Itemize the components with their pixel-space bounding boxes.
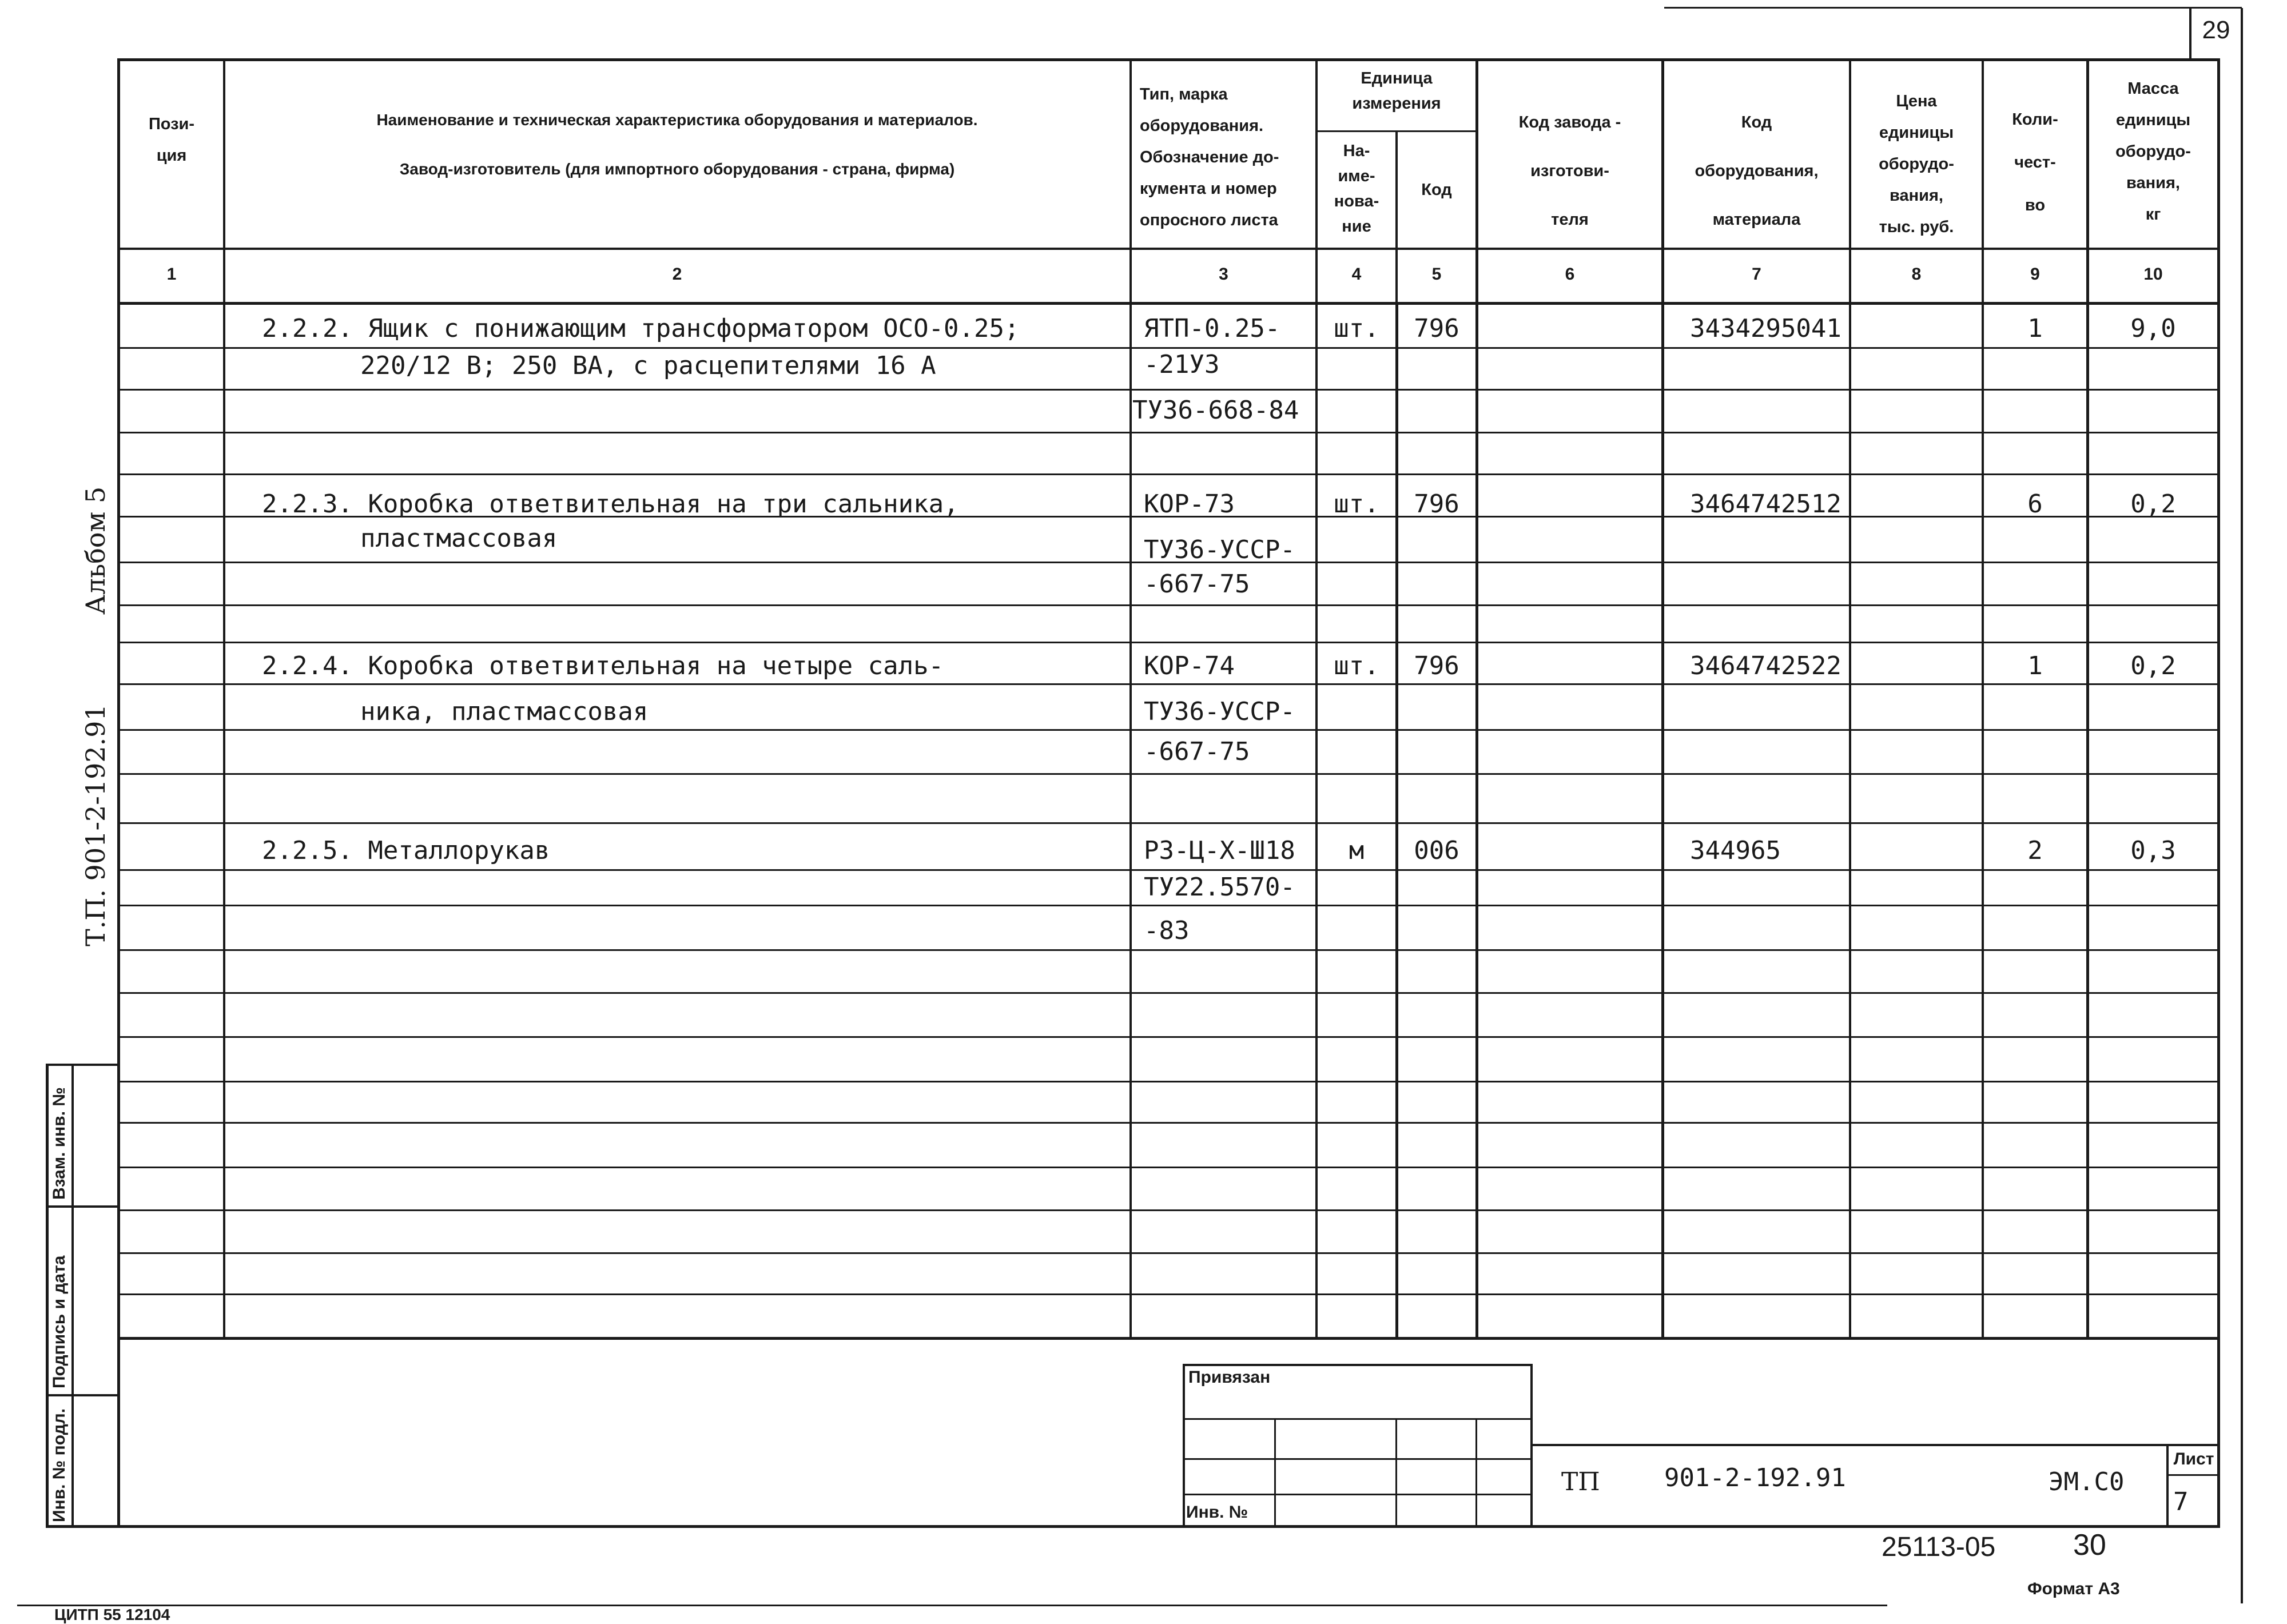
hdr-type: Тип, марка оборудования. Обозначение до- кумента и номер опросного листа bbox=[1140, 85, 1279, 229]
list-item: 3464742512 bbox=[1690, 489, 1841, 519]
table-row: 2.2.4. Коробка ответвительная на четыре саль- bbox=[262, 651, 944, 680]
colnum-10: 10 bbox=[2143, 265, 2163, 284]
table-row: 2.2.2. Ящик с понижающим трансформатором ОСО-0.25; bbox=[262, 314, 1020, 343]
col-sep-5 bbox=[1475, 58, 1478, 1339]
stamp-sign-date: Подпись и дата bbox=[50, 1255, 69, 1388]
list-item: ТУ36-УССР- bbox=[1144, 697, 1295, 726]
list-item: 344965 bbox=[1690, 836, 1781, 865]
colnum-5: 5 bbox=[1431, 265, 1442, 284]
list-item: -21У3 bbox=[1144, 350, 1220, 379]
list-item: -83 bbox=[1144, 916, 1190, 945]
col-sep-5a bbox=[1395, 303, 1398, 1339]
page-number: 29 bbox=[2202, 16, 2230, 44]
bottom-rule bbox=[17, 1605, 1887, 1606]
hdr-position: Пози- ция bbox=[148, 115, 195, 165]
list-item: 0,2 bbox=[2130, 651, 2176, 680]
frame-bottom bbox=[46, 1525, 2220, 1528]
col-sep-9 bbox=[2086, 58, 2089, 1339]
row-line bbox=[118, 604, 2220, 606]
row-line bbox=[118, 1293, 2220, 1295]
colnum-7: 7 bbox=[1752, 265, 1761, 284]
page-box-right bbox=[2241, 8, 2243, 1603]
col-sep-3 bbox=[1315, 58, 1318, 1339]
hdr-unit-code: Код bbox=[1421, 181, 1452, 199]
list-number: 7 bbox=[2173, 1487, 2189, 1516]
frame-top bbox=[118, 58, 2220, 61]
row-line bbox=[118, 1081, 2220, 1082]
col-sep-6 bbox=[1661, 58, 1664, 1339]
privyazan-label: Привязан bbox=[1188, 1368, 1271, 1387]
row-line bbox=[118, 905, 2220, 906]
colnum-bottom bbox=[118, 302, 2220, 305]
row-line bbox=[118, 729, 2220, 731]
stamp-top bbox=[46, 1064, 120, 1066]
hdr-mass: Масса единицы оборудо- вания, кг bbox=[2115, 79, 2191, 224]
doc-mark: ЭМ.С0 bbox=[2049, 1467, 2125, 1496]
list-item: КОР-74 bbox=[1144, 651, 1235, 680]
privyazan-left bbox=[1183, 1364, 1185, 1527]
colnum-3: 3 bbox=[1219, 265, 1228, 284]
stamp-sep-2 bbox=[46, 1394, 120, 1396]
row-line bbox=[118, 1122, 2220, 1124]
list-item: 796 bbox=[1414, 489, 1459, 519]
album-label: Альбом 5 bbox=[80, 486, 111, 615]
privyazan-l2 bbox=[1183, 1458, 1532, 1460]
list-item: ТУ22.5570- bbox=[1144, 873, 1295, 902]
table-row: пластмассовая bbox=[360, 524, 558, 553]
hdr-name-a: Наименование и техническая характеристика оборудования и материалов. bbox=[376, 111, 978, 129]
list-item: шт. bbox=[1334, 651, 1379, 680]
org-code: ЦИТП 55 12104 bbox=[54, 1606, 170, 1623]
project-label: Т.П. 901-2-192.91 bbox=[80, 704, 111, 946]
colnum-2: 2 bbox=[672, 265, 682, 284]
table-row: ника, пластмассовая bbox=[360, 697, 649, 726]
row-line bbox=[118, 1209, 2220, 1211]
table-row: 2.2.5. Металлорукав bbox=[262, 836, 550, 865]
privyazan-l3 bbox=[1183, 1494, 1532, 1495]
privyazan-v1 bbox=[1274, 1418, 1276, 1527]
privyazan-l1 bbox=[1183, 1418, 1532, 1420]
hdr-sub-line bbox=[1315, 130, 1477, 132]
list-item: 2 bbox=[2027, 836, 2043, 865]
list-box-mid bbox=[2166, 1474, 2220, 1476]
row-line bbox=[118, 389, 2220, 391]
list-item: 9,0 bbox=[2130, 314, 2176, 343]
col-sep-7 bbox=[1849, 58, 1851, 1339]
inv-no-label: Инв. № bbox=[1186, 1503, 1248, 1522]
hdr-unit: Единица измерения bbox=[1352, 69, 1441, 113]
row-line bbox=[118, 642, 2220, 643]
row-line bbox=[118, 822, 2220, 824]
list-label: Лист bbox=[2173, 1450, 2214, 1468]
title-top bbox=[1530, 1444, 2220, 1446]
stamp-sep-1 bbox=[46, 1205, 120, 1208]
archive-number: 25113-05 bbox=[1882, 1532, 1996, 1562]
privyazan-v2 bbox=[1395, 1418, 1397, 1527]
row-line bbox=[118, 1252, 2220, 1254]
colnum-6: 6 bbox=[1565, 265, 1575, 284]
list-item: ТУ36-УССР- bbox=[1144, 535, 1295, 564]
list-item: 3434295041 bbox=[1690, 314, 1841, 343]
hdr-price: Цена единицы оборудо- вания, тыс. руб. bbox=[1879, 92, 1954, 236]
list-item: ЯТП-0.25- bbox=[1144, 314, 1280, 343]
hdr-quantity: Коли- чест- во bbox=[2012, 110, 2058, 214]
format-label: Формат А3 bbox=[2027, 1579, 2120, 1598]
hdr-unit-name: На- име- нова- ние bbox=[1334, 142, 1379, 236]
archive-page: 30 bbox=[2073, 1529, 2106, 1562]
tp-label: ТП bbox=[1561, 1467, 1600, 1496]
row-line bbox=[118, 949, 2220, 951]
list-item: 6 bbox=[2027, 489, 2043, 519]
table-row: 220/12 В; 250 ВА, с расцепителями 16 А bbox=[360, 351, 936, 380]
row-line bbox=[118, 473, 2220, 475]
col-sep-1 bbox=[223, 58, 225, 1339]
stamp-left bbox=[46, 1065, 49, 1528]
row-line bbox=[118, 1167, 2220, 1168]
col-sep-2 bbox=[1129, 58, 1132, 1339]
list-item: 3464742522 bbox=[1690, 651, 1841, 680]
colnum-1: 1 bbox=[166, 265, 177, 284]
row-line bbox=[118, 992, 2220, 994]
list-item: 796 bbox=[1414, 651, 1459, 680]
colnum-9: 9 bbox=[2030, 265, 2040, 284]
table-body-bottom bbox=[118, 1337, 2220, 1340]
stamp-vzam: Взам. инв. № bbox=[50, 1087, 69, 1200]
list-item: 1 bbox=[2027, 651, 2043, 680]
hdr-equipment-code: Код оборудования, материала bbox=[1695, 113, 1819, 229]
colnum-8: 8 bbox=[1911, 265, 1922, 284]
row-line bbox=[118, 432, 2220, 433]
page-box-left bbox=[2189, 8, 2191, 59]
list-item: 0,3 bbox=[2130, 836, 2176, 865]
frame-right bbox=[2217, 58, 2220, 1528]
list-item: шт. bbox=[1334, 489, 1379, 519]
list-item: 796 bbox=[1414, 314, 1459, 343]
colnum-4: 4 bbox=[1351, 265, 1362, 284]
row-line bbox=[118, 773, 2220, 775]
stamp-mid bbox=[71, 1065, 74, 1528]
row-line bbox=[118, 683, 2220, 685]
col-sep-8 bbox=[1982, 58, 1984, 1339]
hdr-name-b: Завод-изготовитель (для импортного оборудования - страна, фирма) bbox=[399, 160, 955, 178]
privyazan-top bbox=[1183, 1364, 1532, 1366]
stamp-inv-orig: Инв. № подл. bbox=[50, 1408, 69, 1522]
list-item: КОР-73 bbox=[1144, 489, 1235, 519]
list-item: ТУ36-668-84 bbox=[1132, 396, 1299, 425]
page-box-top bbox=[1664, 7, 2242, 9]
list-item: 0,2 bbox=[2130, 489, 2176, 519]
list-item: Р3-Ц-Х-Ш18 bbox=[1144, 836, 1295, 865]
list-item: -667-75 bbox=[1144, 570, 1250, 599]
list-item: шт. bbox=[1334, 314, 1379, 343]
list-item: 1 bbox=[2027, 314, 2043, 343]
privyazan-v3 bbox=[1475, 1418, 1477, 1527]
hdr-bottom bbox=[118, 248, 2220, 250]
doc-code: 901-2-192.91 bbox=[1664, 1463, 1846, 1492]
row-line bbox=[118, 1036, 2220, 1038]
table-row: 2.2.3. Коробка ответвительная на три сальника, bbox=[262, 489, 959, 519]
list-item: м bbox=[1349, 836, 1365, 865]
list-item: -667-75 bbox=[1144, 737, 1250, 766]
hdr-factory-code: Код завода - изготови- теля bbox=[1518, 113, 1621, 229]
list-item: 006 bbox=[1414, 836, 1459, 865]
